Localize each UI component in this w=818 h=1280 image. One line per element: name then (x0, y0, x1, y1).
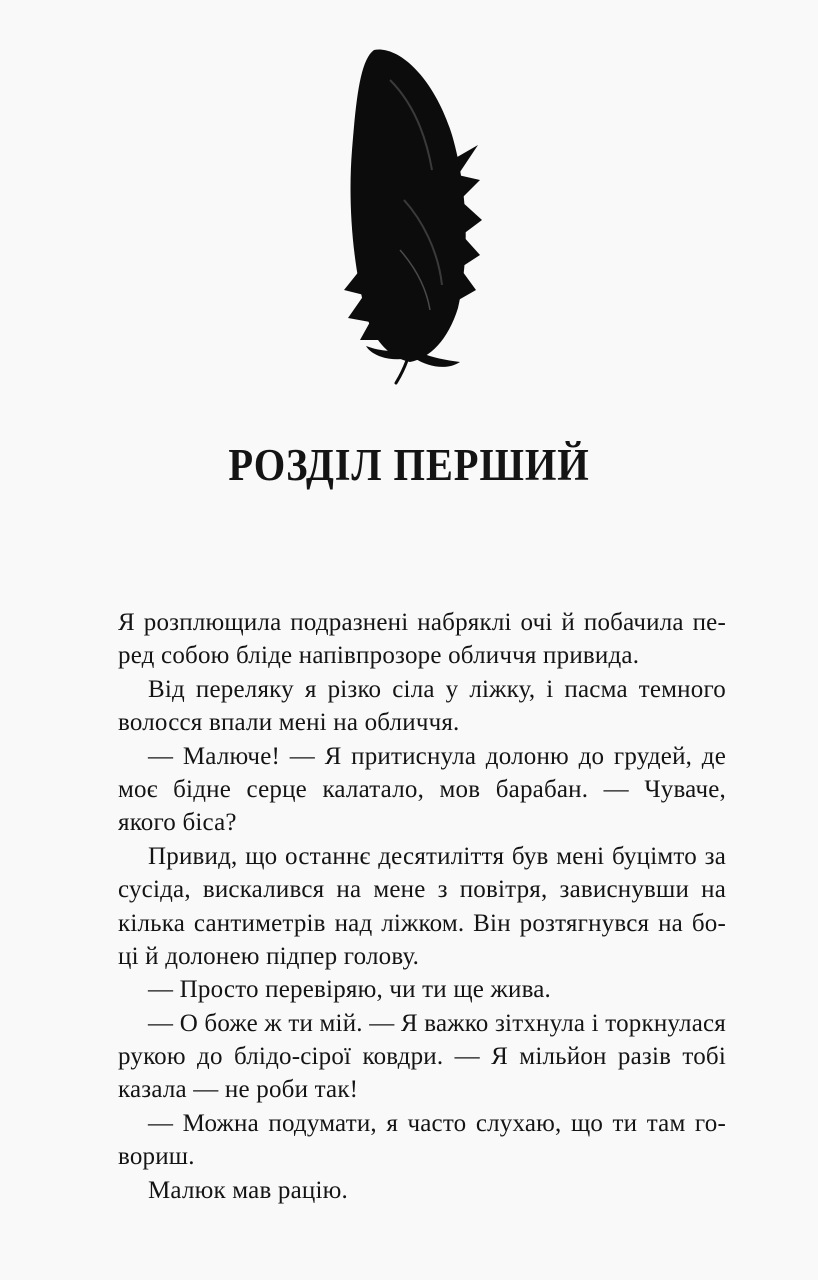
text-line: казала — не роби так! (118, 1076, 359, 1104)
text-line: Малюк мав рацію. (148, 1176, 348, 1204)
feather-icon (330, 40, 500, 385)
body-text (118, 606, 726, 1207)
text-line: волосся впали мені на обличчя. (118, 709, 460, 737)
text-line: ці й долонею підпер голову. (118, 942, 420, 970)
text-line: ред собою бліде напівпрозоре обличчя привида. (118, 642, 640, 670)
text-line: Я розплющила подразнені набряклі очі й побачила пе- (118, 609, 726, 636)
text-line: рукою до блідо-сірої ковдри. — Я мільйон разів тобі (118, 1043, 726, 1071)
text-line: сусіда, вискалився на мене з повітря, зависнувши на (118, 876, 726, 904)
text-line: якого біса? (118, 809, 237, 837)
text-line: — Просто перевіряю, чи ти ще жива. (148, 976, 551, 1004)
text-line: Привид, що останнє десятиліття був мені буцімто за (148, 842, 726, 870)
text-line: моє бідне серце калатало, мов барабан. — Чуваче, (118, 775, 726, 803)
text-line: Від переляку я різко сіла у ліжку, і пасма темного (148, 675, 726, 703)
text-line: — Можна подумати, я часто слухаю, що ти там го- (148, 1109, 726, 1137)
text-line: вориш. (118, 1143, 195, 1171)
text-line: — Малюче! — Я притиснула долоню до грудей, де (148, 742, 726, 770)
text-line: — О боже ж ти мій. — Я важко зітхнула і торкнулася (148, 1009, 726, 1037)
chapter-title: РОЗДІЛ ПЕРШИЙ (228, 440, 590, 490)
text-line: кілька сантиметрів над ліжком. Він розтягнувся на бо- (118, 909, 726, 937)
